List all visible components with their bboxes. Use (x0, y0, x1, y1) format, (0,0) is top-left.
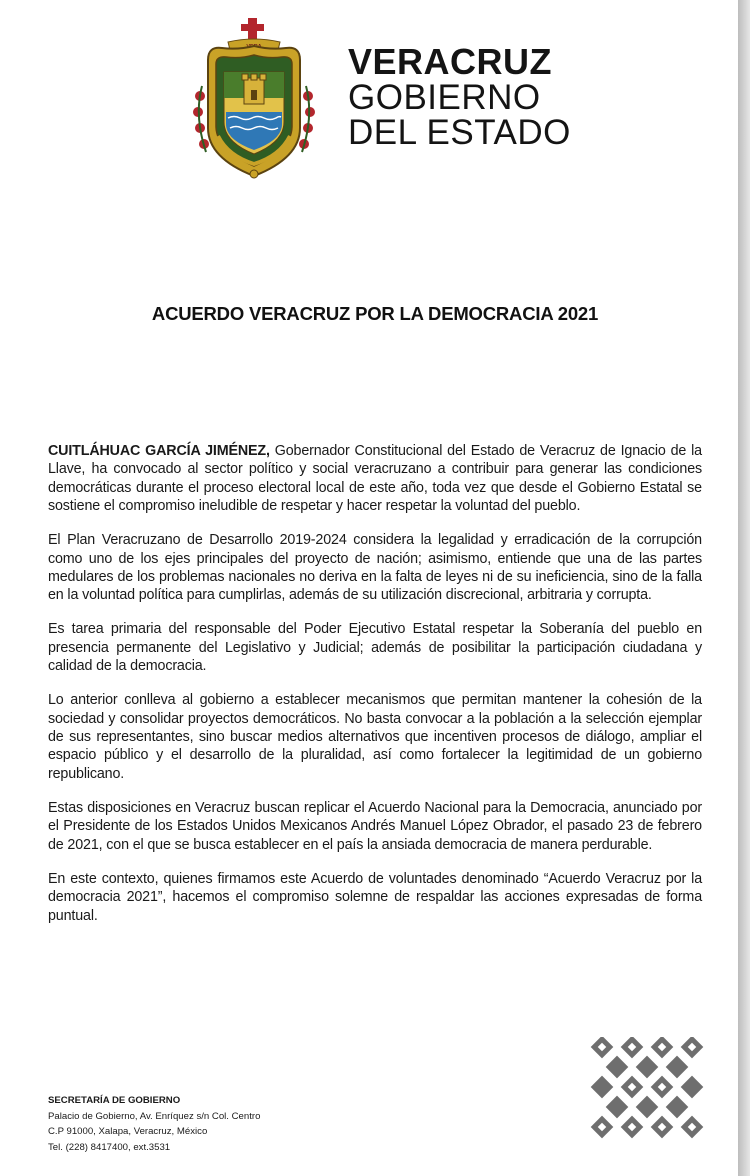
veracruz-coat-of-arms-icon (188, 16, 320, 182)
paragraph-6: En este contexto, quienes firmamos este Acuerdo de voluntades denominado “Acuerdo Veracruz por la democracia 2021”, hacemos el compromiso solemne de respaldar las acciones expresadas de forma puntual. (48, 870, 702, 924)
paragraph-1-text: Gobernador Constitucional del Estado de Veracruz de Ignacio de la Llave, ha convocado al sector político y social veracruzano a contribuir para generar las condiciones democráticas durante el proceso electoral local de este año, toda vez que desde el Gobierno Estatal se sostiene el compromiso ineludible de respetar y hacer respetar la voluntad del pueblo. (48, 443, 702, 515)
page-edge (738, 0, 750, 1176)
government-wordmark (348, 41, 571, 152)
paragraph-1 (48, 442, 702, 516)
document-title: ACUERDO VERACRUZ POR LA DEMOCRACIA 2021 (151, 303, 599, 324)
footer-contact (48, 1093, 260, 1155)
paragraph-4: Lo anterior conlleva al gobierno a establecer mecanismos que permitan mantener la cohesión de la sociedad y consolidar proyectos democráticos. No basta convocar a la población a la selección ejemplar de sus representantes, sino buscar medios alternativos que incentiven procesos de diálogo, ampliar el espacio público y el desarrollo de la pluralidad, así como fortalecer la legitimidad de un gobierno republicano. (48, 692, 702, 782)
brand-veracruz: VERACRUZ (348, 41, 553, 82)
footer-phone: Tel. (228) 8417400, ext.3531 (48, 1141, 171, 1153)
governor-name: CUITLÁHUAC GARCÍA JIMÉNEZ, (48, 443, 270, 459)
footer-address-1: Palacio de Gobierno, Av. Enríquez s/n Col. Centro (48, 1110, 261, 1122)
paragraph-2: El Plan Veracruzano de Desarrollo 2019-2024 considera la legalidad y erradicación de la corrupción como uno de los ejes principales del proyecto de nación; asimismo, entiende que una de las partes medulares de los problemas nacionales no deriva en la falta de leyes ni de su ineficiencia, sino de la falla en la voluntad política para cumplirlas, además de su utilización discrecional, arbitraria y corrupta. (48, 532, 702, 604)
paragraph-5: Estas disposiciones en Veracruz buscan replicar el Acuerdo Nacional para la Democracia, anunciado por el Presidente de los Estados Unidos Mexicanos Andrés Manuel López Obrador, el pasado 23 de febrero de 2021, con el que se busca establecer en el país la ansiada democracia de manera perdurable. (48, 799, 702, 853)
footer-office: SECRETARÍA DE GOBIERNO (48, 1095, 181, 1106)
footer-address-2: C.P 91000, Xalapa, Veracruz, México (48, 1126, 208, 1138)
paragraph-3: Es tarea primaria del responsable del Poder Ejecutivo Estatal respetar la Soberanía del pueblo en presencia permanente del Legislativo y Judicial; además de posibilitar la participación ciudadana y calidad de la democracia. (48, 621, 702, 675)
document-body (48, 442, 702, 941)
brand-del-estado: DEL ESTADO (348, 113, 571, 152)
brand-gobierno: GOBIERNO (348, 78, 541, 117)
decorative-pattern-icon (586, 1037, 704, 1155)
